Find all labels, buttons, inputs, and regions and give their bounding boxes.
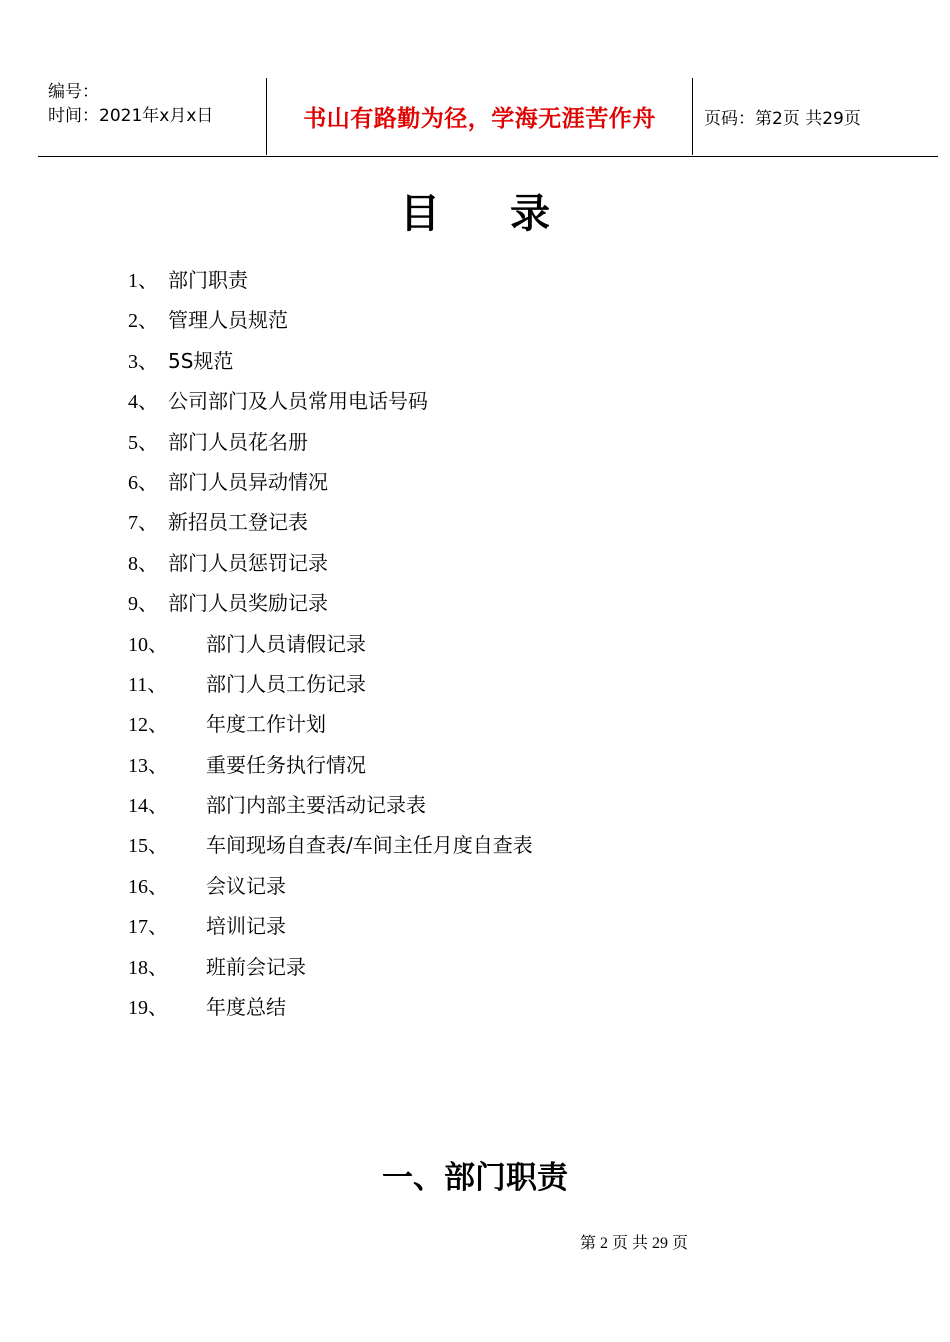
toc-item[interactable] bbox=[128, 666, 828, 706]
toc-title: 目录 bbox=[400, 190, 620, 237]
toc-item-label: 公司部门及人员常用电话号码 bbox=[168, 389, 428, 414]
toc-item[interactable] bbox=[128, 545, 828, 585]
toc-item-label: 部门人员奖励记录 bbox=[168, 591, 328, 616]
toc-item-label: 部门人员异动情况 bbox=[168, 469, 328, 494]
toc-item-number: 8、 bbox=[128, 552, 158, 575]
toc-item[interactable] bbox=[128, 464, 828, 504]
toc-item[interactable] bbox=[128, 787, 828, 827]
header-motto: 书山有路勤为径，学海无涯苦作舟 bbox=[303, 105, 656, 132]
toc-item[interactable] bbox=[128, 827, 828, 867]
toc-item[interactable] bbox=[128, 949, 828, 989]
header-meta bbox=[48, 80, 268, 128]
toc-item[interactable] bbox=[128, 424, 828, 464]
page-footer: 第 2 页 共 29 页 bbox=[579, 1235, 688, 1252]
toc-item-number: 19、 bbox=[128, 997, 168, 1020]
toc-item-number: 6、 bbox=[128, 471, 158, 494]
toc-item-label: 重要任务执行情况 bbox=[206, 752, 366, 777]
toc-item-label: 部门人员花名册 bbox=[168, 429, 308, 454]
toc-item-number: 11、 bbox=[128, 673, 168, 696]
toc-item-number: 1、 bbox=[128, 270, 158, 292]
toc-item-label: 部门人员请假记录 bbox=[206, 631, 366, 656]
toc-item-label: 管理人员规范 bbox=[168, 308, 288, 333]
toc-item-number: 5、 bbox=[128, 431, 158, 454]
toc-item-number: 4、 bbox=[128, 391, 158, 414]
toc-item-number: 3、 bbox=[128, 350, 158, 373]
toc-item[interactable] bbox=[128, 989, 828, 1029]
toc-item-label: 5S规范 bbox=[168, 348, 234, 373]
toc-item[interactable] bbox=[128, 868, 828, 908]
toc-item-number: 18、 bbox=[128, 956, 168, 979]
toc-item-number: 16、 bbox=[128, 875, 168, 898]
toc-item-label: 部门人员惩罚记录 bbox=[168, 550, 328, 575]
toc-item-number: 15、 bbox=[128, 835, 168, 858]
toc-item-label: 部门职责 bbox=[168, 268, 248, 292]
toc-item-label: 部门人员工伤记录 bbox=[206, 671, 366, 696]
toc-item[interactable] bbox=[128, 383, 828, 423]
toc-item[interactable] bbox=[128, 343, 828, 383]
toc-item-number: 9、 bbox=[128, 593, 158, 616]
toc-item[interactable] bbox=[128, 908, 828, 948]
toc-item-label: 年度工作计划 bbox=[206, 712, 326, 737]
toc-item-label: 班前会记录 bbox=[206, 954, 306, 979]
toc-item-number: 13、 bbox=[128, 754, 168, 777]
toc-item[interactable] bbox=[128, 706, 828, 746]
toc-item-number: 12、 bbox=[128, 714, 168, 737]
document-number-label: 编号： bbox=[48, 82, 99, 102]
header-page-info: 页码：第2页 共29页 bbox=[704, 109, 861, 129]
toc-item[interactable] bbox=[128, 747, 828, 787]
toc-item[interactable] bbox=[128, 302, 828, 342]
toc-item-label: 部门内部主要活动记录表 bbox=[206, 793, 426, 818]
toc-item-label: 会议记录 bbox=[206, 873, 286, 898]
toc-item-label: 培训记录 bbox=[206, 914, 286, 939]
header-divider bbox=[692, 78, 693, 155]
toc-item-label: 新招员工登记表 bbox=[168, 510, 308, 535]
toc-list bbox=[128, 262, 828, 1029]
toc-item-number: 10、 bbox=[128, 633, 168, 656]
toc-item-label: 车间现场自查表/车间主任月度自查表 bbox=[206, 833, 533, 858]
document-date: 时间：2021年x月x日 bbox=[48, 106, 214, 126]
toc-item[interactable] bbox=[128, 585, 828, 625]
toc-item-number: 7、 bbox=[128, 512, 158, 535]
toc-item[interactable] bbox=[128, 504, 828, 544]
toc-item-number: 2、 bbox=[128, 310, 158, 333]
toc-item[interactable] bbox=[128, 626, 828, 666]
toc-item[interactable] bbox=[128, 262, 828, 302]
section-heading: 一、部门职责 bbox=[382, 1160, 568, 1196]
toc-item-number: 17、 bbox=[128, 916, 168, 939]
toc-item-number: 14、 bbox=[128, 795, 168, 818]
document-header bbox=[38, 78, 938, 157]
toc-item-label: 年度总结 bbox=[206, 995, 286, 1020]
